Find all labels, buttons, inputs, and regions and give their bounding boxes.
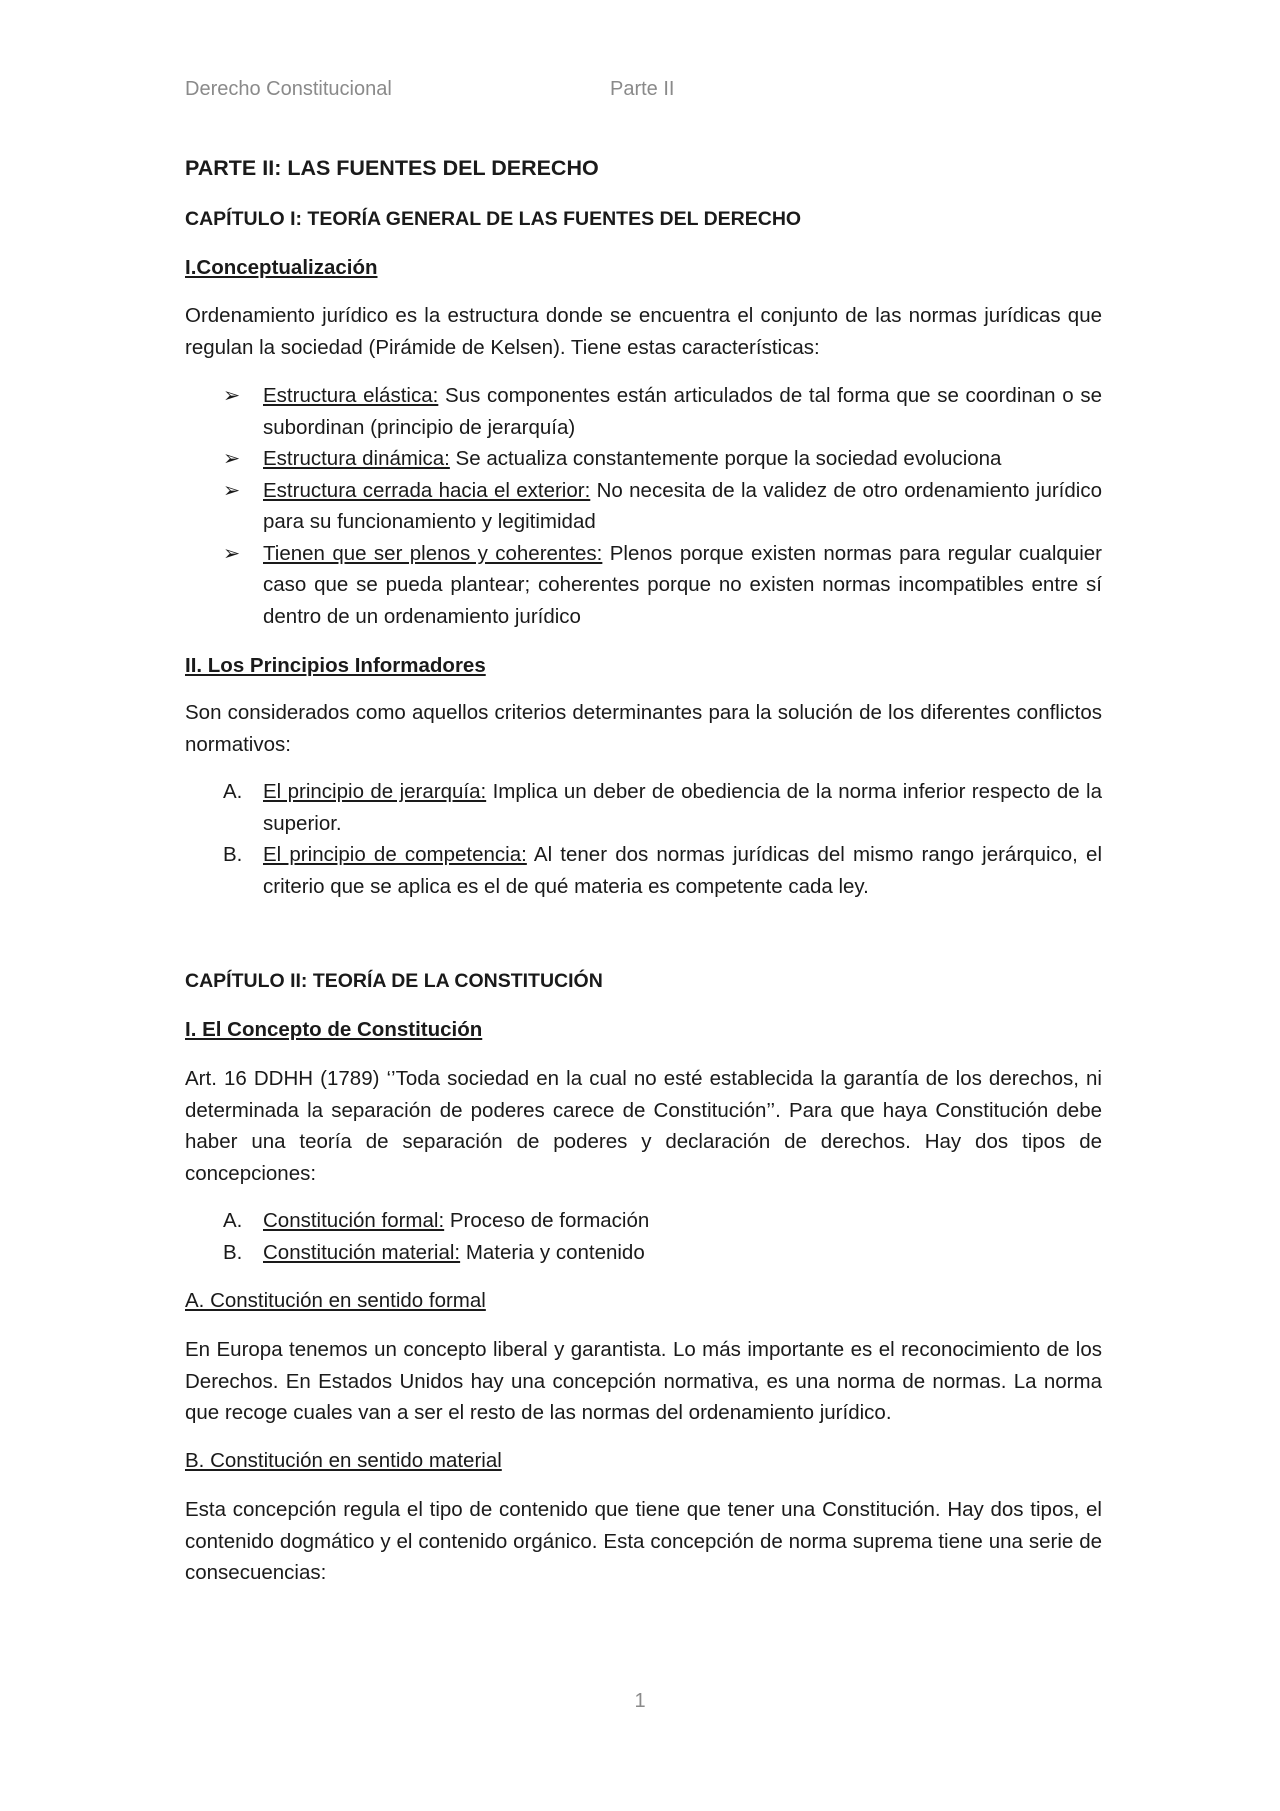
list-item-term: Tienen que ser plenos y coherentes: [263, 541, 603, 565]
header-part-label: Parte II [610, 78, 675, 100]
arrow-bullet-icon: ➢ [223, 541, 241, 565]
chapter-1-title: CAPÍTULO I: TEORÍA GENERAL DE LAS FUENTES DEL DERECHO [185, 208, 802, 230]
running-header [185, 78, 1102, 108]
list-item-marker: A. [223, 780, 243, 803]
list-item [185, 443, 1102, 475]
list-item-text: Proceso de formación [444, 1209, 650, 1232]
concepciones-list [185, 1205, 1102, 1268]
section-principios-title: II. Los Principios Informadores [185, 654, 486, 677]
concepto-intro: Art. 16 DDHH (1789) ‘’Toda sociedad en la cual no esté establecida la garantía de los derechos, ni determinada la separación de poderes carece de Constitución’’. Para que haya Constitución debe haber una teoría de separación de poderes y declaración de derechos. Hay dos tipos de concepciones: [185, 1067, 1102, 1185]
subsection-formal-title: A. Constitución en sentido formal [185, 1289, 486, 1312]
list-item-marker: B. [223, 1240, 243, 1264]
subsection-material-title: B. Constitución en sentido material [185, 1449, 502, 1472]
conceptualizacion-intro: Ordenamiento jurídico es la estructura donde se encuentra el conjunto de las normas jurídicas que regulan la sociedad (Pirámide de Kelsen). Tiene estas características: [185, 304, 1102, 359]
list-item-term: El principio de competencia: [263, 843, 527, 866]
list-item-text: Al tener dos normas jurídicas del mismo rango jerárquico, el criterio que se aplica es el de qué materia es competente cada ley. [263, 843, 1103, 898]
principios-intro: Son considerados como aquellos criterios determinantes para la solución de los diferentes conflictos normativos: [185, 701, 1102, 756]
section-concepto-title: I. El Concepto de Constitución [185, 1018, 483, 1041]
arrow-bullet-icon: ➢ [223, 447, 241, 470]
list-item [185, 1205, 1102, 1237]
principios-list [185, 776, 1102, 902]
arrow-bullet-icon: ➢ [223, 384, 241, 407]
list-item-text: No necesita de la validez de otro ordenamiento jurídico para su funcionamiento y legitimidad [263, 478, 1102, 533]
list-item-marker: A. [223, 1209, 243, 1232]
list-item-text: Plenos porque existen normas para regular cualquier caso que se pueda plantear; coherentes porque no existen normas incompatibles entre sí dentro de un ordenamiento jurídico [263, 541, 1102, 628]
part-title: PARTE II: LAS FUENTES DEL DERECHO [185, 156, 599, 180]
list-item [185, 1237, 1102, 1269]
subsection-formal-text: En Europa tenemos un concepto liberal y garantista. Lo más importante es el reconocimiento de los Derechos. En Estados Unidos hay una concepción normativa, es una norma de normas. La norma que recoge cuales van a ser el resto de las normas del ordenamiento jurídico. [185, 1338, 1102, 1424]
list-item [185, 538, 1102, 633]
chapter-2-title: CAPÍTULO II: TEORÍA DE LA CONSTITUCIÓN [185, 970, 603, 992]
list-item-marker: B. [223, 843, 243, 866]
header-course-title: Derecho Constitucional [185, 78, 392, 100]
caracteristicas-list [185, 380, 1102, 632]
list-item [185, 380, 1102, 443]
list-item-text: Implica un deber de obediencia de la norma inferior respecto de la superior. [263, 780, 1102, 835]
list-item-term: Estructura dinámica: [263, 447, 450, 470]
list-item-term: El principio de jerarquía: [263, 780, 487, 803]
subsection-material-text: Esta concepción regula el tipo de contenido que tiene que tener una Constitución. Hay dos tipos, el contenido dogmático y el contenido orgánico. Esta concepción de norma suprema tiene una serie de consecuencias: [185, 1498, 1102, 1584]
list-item-term: Constitución formal: [263, 1209, 445, 1232]
list-item [185, 475, 1102, 538]
list-item [185, 776, 1102, 839]
list-item-text: Materia y contenido [460, 1240, 645, 1264]
list-item-term: Constitución material: [263, 1240, 461, 1264]
list-item-term: Estructura elástica: [263, 384, 439, 407]
page-number: 1 [634, 1690, 646, 1712]
arrow-bullet-icon: ➢ [223, 478, 241, 502]
list-item-text: Sus componentes están articulados de tal forma que se coordinan o se subordinan (principio de jerarquía) [263, 384, 1102, 439]
list-item [185, 839, 1102, 902]
section-conceptualizacion-title: I.Conceptualización [185, 256, 378, 279]
list-item-text: Se actualiza constantemente porque la sociedad evoluciona [449, 447, 1002, 470]
list-item-term: Estructura cerrada hacia el exterior: [263, 478, 591, 502]
